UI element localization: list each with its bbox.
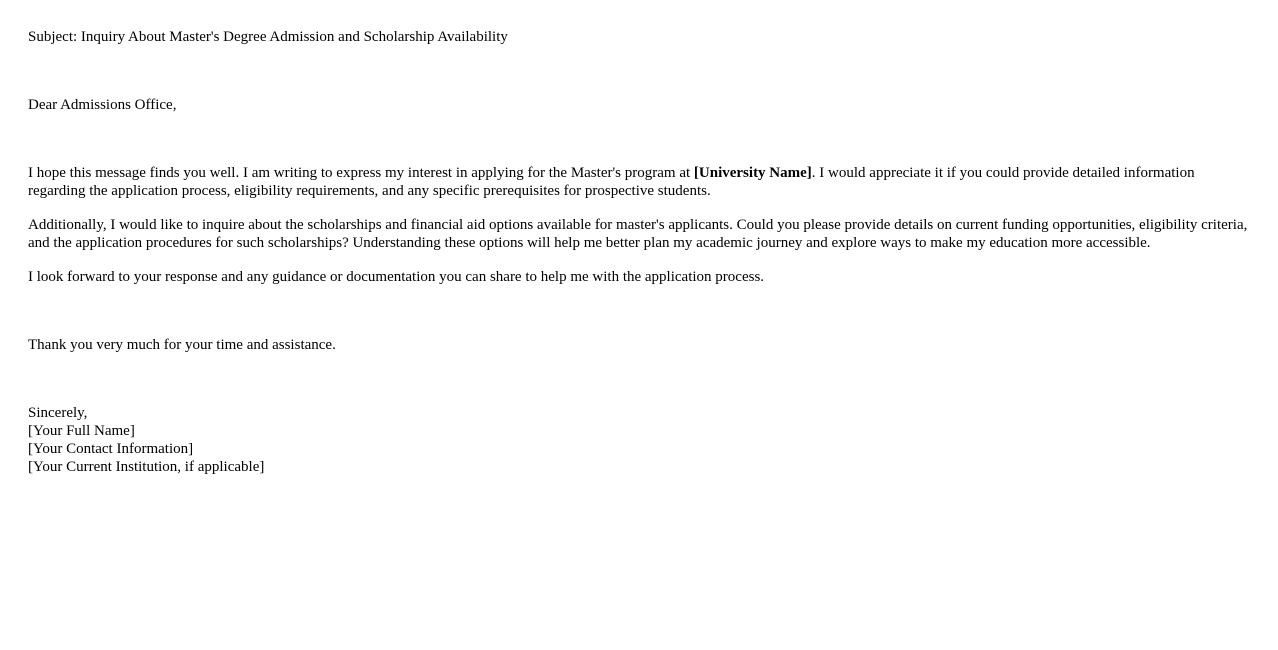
signature-closing: Sincerely, [28,405,88,421]
email-greeting: Dear Admissions Office, [28,97,177,113]
email-subject: Subject: Inquiry About Master's Degree Admission and Scholarship Availability [28,29,508,45]
university-name-placeholder: [University Name] [693,165,812,181]
paragraph-scholarships: Additionally, I would like to inquire about the scholarships and financial aid options available for master's applicants. Could you please provide details on current funding opportunities, eligibility criteria, and the application procedures for such scholarships? Understanding these options will help me better plan my academic journey and explore ways to make my education more accessible. [28,217,1248,251]
email-thanks: Thank you very much for your time and assistance. [28,337,336,353]
paragraph-intro-end: . I would appreciate it if you could provide detailed information regarding the application process, eligibility requirements, and any specific prerequisites for prospective students. [28,165,1195,199]
signature-contact: [Your Contact Information] [28,441,194,457]
signature-name: [Your Full Name] [28,423,135,439]
signature-institution: [Your Current Institution, if applicable] [28,459,265,475]
paragraph-intro-start: I hope this message finds you well. I am writing to express my interest in applying for the Master's program at [28,165,694,181]
email-body [28,28,1250,476]
paragraph-intro [28,164,1250,200]
paragraph-followup: I look forward to your response and any guidance or documentation you can share to help me with the application process. [28,269,765,285]
email-signature [28,404,1250,476]
